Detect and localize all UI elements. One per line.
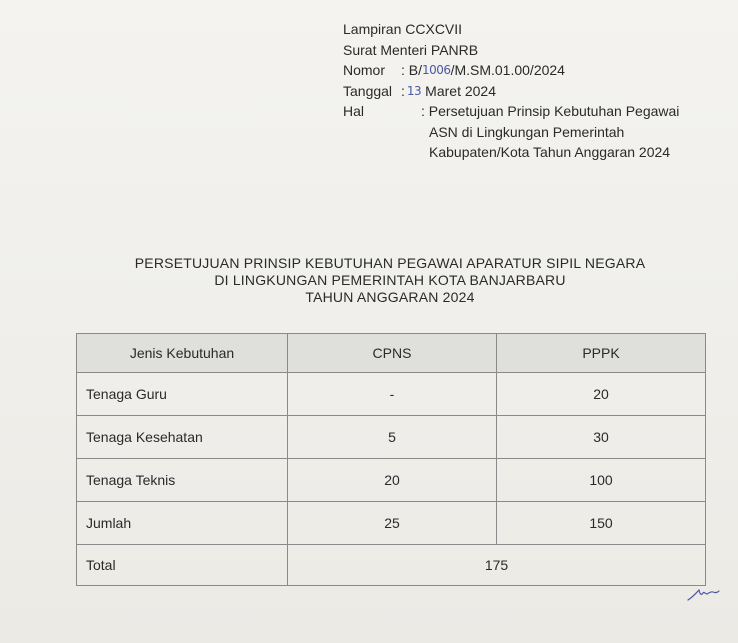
title-line-2: DI LINGKUNGAN PEMERINTAH KOTA BANJARBARU — [214, 272, 566, 288]
pppk-value: 150 — [497, 502, 706, 545]
nomor-label: Nomor — [343, 62, 386, 78]
table-row — [77, 459, 706, 502]
total-value: 175 — [288, 545, 706, 586]
hal-line-2: ASN di Lingkungan Pemerintah — [429, 123, 625, 140]
tanggal-line — [343, 81, 679, 102]
letter-reference — [343, 19, 679, 163]
table-row — [77, 373, 706, 416]
document-title — [60, 255, 720, 306]
tanggal-label: Tanggal — [343, 82, 393, 99]
hal-text — [421, 101, 679, 163]
nomor-suffix: /M.SM.01.00/2024 — [450, 62, 565, 78]
table-header-row — [77, 334, 706, 373]
total-row — [77, 545, 706, 586]
title-line-3: TAHUN ANGGARAN 2024 — [305, 289, 475, 305]
nomor-prefix: : B/ — [401, 62, 423, 78]
hal-line — [343, 101, 679, 163]
lampiran-line: Lampiran CCXCVII — [343, 21, 463, 37]
title-line-1: PERSETUJUAN PRINSIP KEBUTUHAN PEGAWAI APARATUR SIPIL NEGARA — [134, 255, 646, 271]
pppk-value: 30 — [497, 416, 706, 459]
tanggal-suffix: Maret 2024 — [425, 82, 496, 99]
nomor-line — [343, 60, 679, 81]
hal-label: Hal — [343, 103, 365, 119]
cpns-value: 25 — [288, 502, 497, 545]
total-label: Total — [77, 545, 288, 586]
row-label: Tenaga Guru — [77, 373, 288, 416]
tanggal-handwritten: 13 — [406, 83, 422, 98]
surat-line: Surat Menteri PANRB — [343, 41, 479, 58]
pppk-value: 20 — [497, 373, 706, 416]
nomor-handwritten: 1006 — [422, 63, 451, 77]
table-row — [77, 502, 706, 545]
table-row — [77, 416, 706, 459]
cpns-value: 20 — [288, 459, 497, 502]
pppk-value: 100 — [497, 459, 706, 502]
row-label: Tenaga Kesehatan — [77, 416, 288, 459]
tanggal-prefix: : — [401, 82, 405, 99]
hal-line-3: Kabupaten/Kota Tahun Anggaran 2024 — [429, 144, 671, 160]
paraf-signature-icon — [686, 582, 720, 604]
row-label: Jumlah — [77, 502, 288, 545]
needs-table — [76, 333, 706, 586]
header-cpns: CPNS — [288, 334, 497, 373]
cpns-value: - — [288, 373, 497, 416]
header-pppk: PPPK — [497, 334, 706, 373]
hal-line-1: : Persetujuan Prinsip Kebutuhan Pegawai — [421, 103, 680, 119]
header-jenis-kebutuhan: Jenis Kebutuhan — [77, 334, 288, 373]
row-label: Tenaga Teknis — [77, 459, 288, 502]
cpns-value: 5 — [288, 416, 497, 459]
